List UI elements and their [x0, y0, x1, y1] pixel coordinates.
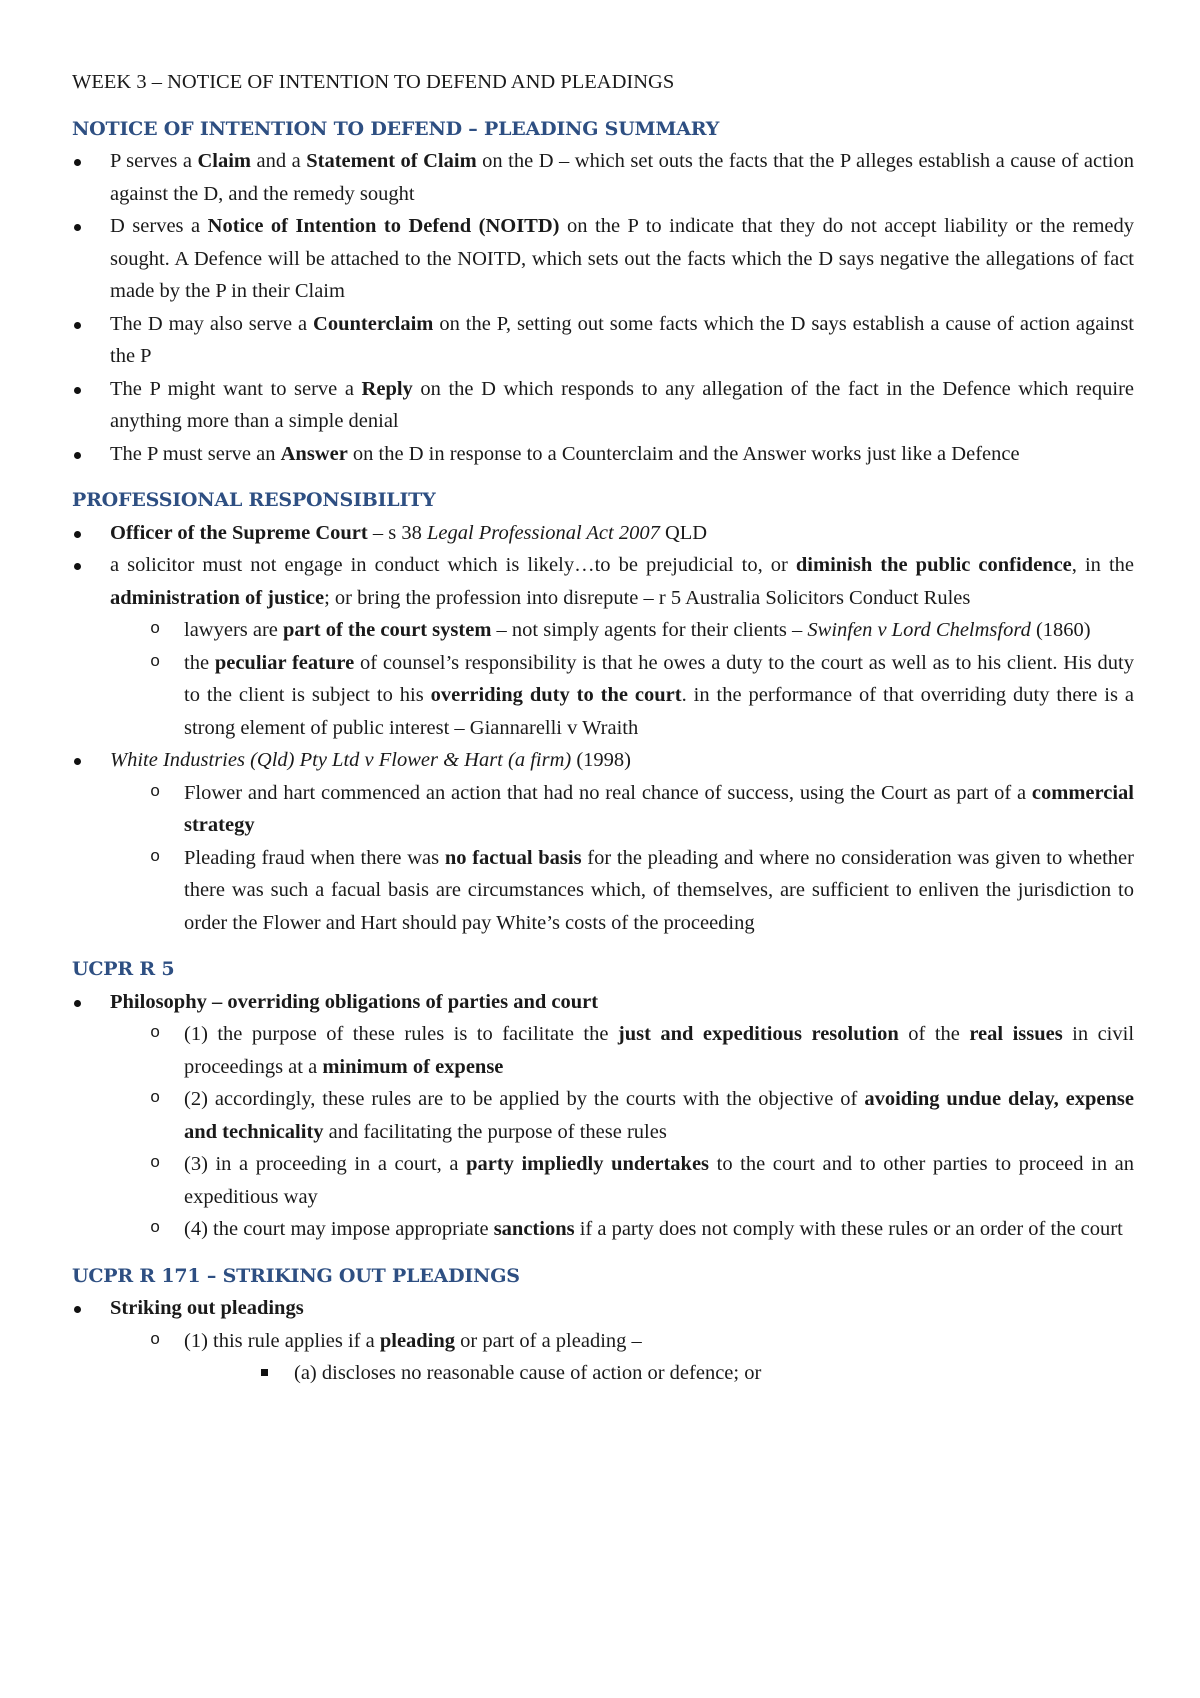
bullet-text: Officer of the Supreme Court – s 38 Legal Professional Act 2007 QLD — [110, 521, 708, 544]
sub-bullet-list — [110, 777, 1134, 940]
sub-bullet-item — [110, 647, 1134, 745]
sub-bullet-item — [110, 1083, 1134, 1148]
sub-bullet-item — [110, 1325, 1134, 1390]
bullet-text: P serves a Claim and a Statement of Claim on the D – which set outs the facts that the P alleges establish a cause of action against the D, and the remedy sought — [110, 150, 1134, 205]
section-heading: PROFESSIONAL RESPONSIBILITY — [72, 489, 436, 511]
bullet-text: (1) this rule applies if a pleading or part of a pleading – — [184, 1329, 642, 1352]
sub-bullet-item — [110, 1213, 1134, 1246]
sub-bullet-item — [110, 614, 1134, 647]
bullet-item — [72, 373, 1134, 438]
bullet-text: lawyers are part of the court system – not simply agents for their clients – Swinfen v Lord Chelmsford (1860) — [184, 619, 1091, 641]
bullet-text: Philosophy – overriding obligations of parties and court — [110, 990, 599, 1013]
bullet-text: The P must serve an Answer on the D in response to a Counterclaim and the Answer works just like a Defence — [110, 442, 1020, 465]
section-heading: UCPR R 5 — [72, 958, 175, 980]
bullet-item — [72, 517, 1134, 550]
bullet-text: (3) in a proceeding in a court, a party impliedly undertakes to the court and to other parties to proceed in an expeditious way — [184, 1153, 1134, 1208]
bullet-text: D serves a Notice of Intention to Defend (NOITD) on the P to indicate that they do not accept liability or the remedy sought. A Defence will be attached to the NOITD, which sets out the facts which the D says negative the allegations of fact made by the P in their Claim — [110, 215, 1135, 302]
sub-bullet-item — [110, 777, 1134, 842]
bullet-item — [72, 438, 1134, 471]
bullet-text: The P might want to serve a Reply on the D which responds to any allegation of the fact in the Defence which require anything more than a simple denial — [110, 377, 1134, 432]
bullet-list — [72, 145, 1134, 470]
sub-bullet-item — [110, 1148, 1134, 1213]
bullet-item — [72, 308, 1134, 373]
bullet-text: Pleading fraud when there was no factual basis for the pleading and where no consideration was given to whether there was such a facual basis are circumstances which, of themselves, are sufficient to enliven the jurisdiction to order the Flower and Hart should pay White’s costs of the proceeding — [184, 846, 1134, 934]
bullet-list — [72, 517, 1134, 940]
bullet-item — [72, 549, 1134, 744]
bullet-item — [72, 145, 1134, 210]
bullet-item — [72, 210, 1134, 308]
bullet-item — [72, 744, 1134, 939]
sub-bullet-item — [110, 842, 1134, 940]
sub-bullet-list — [110, 1018, 1134, 1246]
sub-sub-bullet-item — [184, 1357, 1134, 1390]
bullet-list — [72, 1292, 1134, 1390]
sub-bullet-item — [110, 1018, 1134, 1083]
bullet-text: (1) the purpose of these rules is to facilitate the just and expeditious resolution of the real issues in civil proceedings at a minimum of expense — [184, 1023, 1135, 1078]
sub-bullet-list — [110, 614, 1134, 744]
bullet-item — [72, 986, 1134, 1246]
bullet-text: Flower and hart commenced an action that had no real chance of success, using the Court as part of a commercial strategy — [184, 781, 1134, 836]
bullet-text: Striking out pleadings — [110, 1297, 304, 1319]
bullet-text: The D may also serve a Counterclaim on the P, setting out some facts which the D says establish a cause of action against the P — [110, 312, 1134, 367]
bullet-text: (4) the court may impose appropriate sanctions if a party does not comply with these rules or an order of the court — [184, 1218, 1123, 1240]
bullet-item — [72, 1292, 1134, 1390]
sub-bullet-list — [110, 1325, 1134, 1390]
document-body — [72, 113, 1134, 1390]
document-title: WEEK 3 – NOTICE OF INTENTION TO DEFEND AND PLEADINGS — [72, 71, 675, 93]
bullet-text: White Industries (Qld) Pty Ltd v Flower & Hart (a firm) (1998) — [110, 749, 631, 771]
sub-bullet-list — [184, 1357, 1134, 1390]
section-heading: NOTICE OF INTENTION TO DEFEND – PLEADING SUMMARY — [72, 117, 720, 140]
section-heading: UCPR R 171 – STRIKING OUT PLEADINGS — [72, 1264, 520, 1287]
bullet-text: (a) discloses no reasonable cause of action or defence; or — [294, 1362, 762, 1384]
bullet-list — [72, 986, 1134, 1246]
bullet-text: (2) accordingly, these rules are to be applied by the courts with the objective of avoiding undue delay, expense and technicality and facilitating the purpose of these rules — [184, 1088, 1134, 1143]
bullet-text: a solicitor must not engage in conduct which is likely…to be prejudicial to, or diminish the public confidence, in the administration of justice; or bring the profession into disrepute – r 5 Australia Solicitors Conduct Rules — [110, 554, 1134, 609]
bullet-text: the peculiar feature of counsel’s responsibility is that he owes a duty to the court as well as to his client. His duty to the client is subject to his overriding duty to the court. in the performance of that overriding duty there is a strong element of public interest – Giannarelli v Wraith — [184, 651, 1135, 739]
